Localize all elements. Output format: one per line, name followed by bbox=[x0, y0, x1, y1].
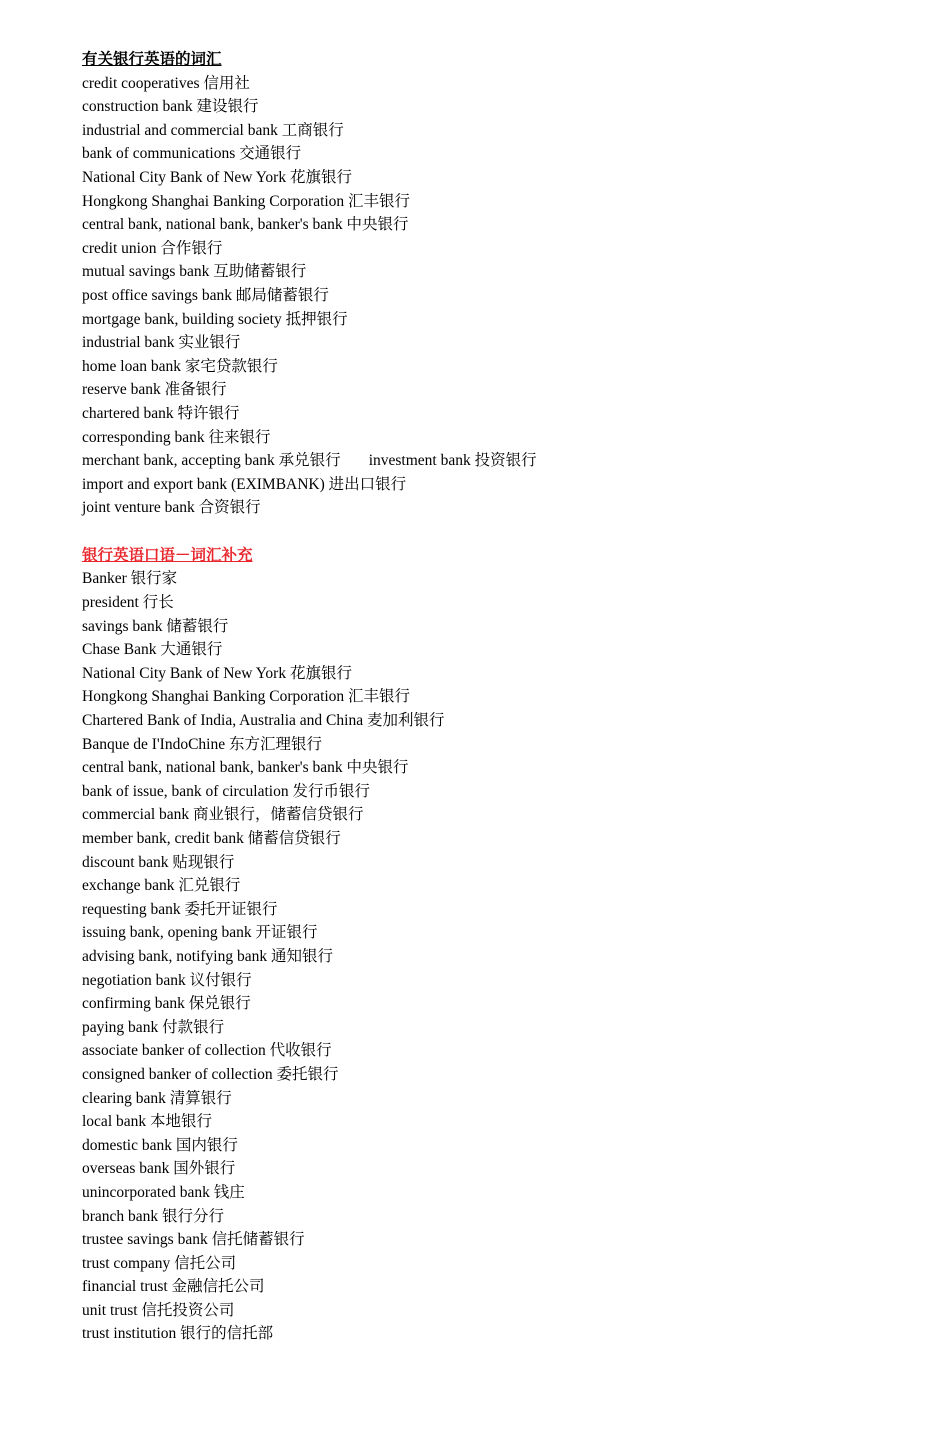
vocab-entry: bank of issue, bank of circulation 发行币银行 bbox=[82, 782, 370, 800]
section1-title: 有关银行英语的词汇 bbox=[82, 51, 222, 68]
vocab-entry: import and export bank (EXIMBANK) 进出口银行 bbox=[82, 475, 407, 493]
document-page bbox=[82, 48, 902, 1346]
section1-list bbox=[82, 72, 902, 450]
vocab-entry: consigned banker of collection 委托银行 bbox=[82, 1065, 339, 1083]
vocab-entry: Chartered Bank of India, Australia and China 麦加利银行 bbox=[82, 712, 445, 730]
vocab-entry: commercial bank 商业银行，储蓄信贷银行 bbox=[82, 806, 364, 824]
vocab-entry: president 行长 bbox=[82, 594, 174, 612]
vocab-entry: trust institution 银行的信托部 bbox=[82, 1325, 274, 1343]
vocab-entry: construction bank 建设银行 bbox=[82, 98, 259, 116]
vocab-entry: joint venture bank 合资银行 bbox=[82, 499, 261, 517]
vocab-entry: corresponding bank 往来银行 bbox=[82, 428, 271, 446]
vocab-entry: paying bank 付款银行 bbox=[82, 1018, 225, 1036]
vocab-entry: credit cooperatives 信用社 bbox=[82, 74, 250, 92]
vocab-entry: negotiation bank 议付银行 bbox=[82, 971, 252, 989]
vocab-entry: bank of communications 交通银行 bbox=[82, 145, 302, 163]
vocab-entry: trust company 信托公司 bbox=[82, 1254, 237, 1272]
vocab-entry: requesting bank 委托开证银行 bbox=[82, 900, 278, 918]
vocab-entry: post office savings bank 邮局储蓄银行 bbox=[82, 286, 329, 304]
vocab-entry: National City Bank of New York 花旗银行 bbox=[82, 168, 352, 186]
merchant-line bbox=[82, 449, 902, 473]
vocab-entry: home loan bank 家宅贷款银行 bbox=[82, 357, 278, 375]
vocab-entry: Banque de I'IndoChine 东方汇理银行 bbox=[82, 735, 322, 753]
investment-bank-term: investment bank 投资银行 bbox=[368, 452, 537, 470]
vocab-entry: mortgage bank, building society 抵押银行 bbox=[82, 310, 348, 328]
section2-list bbox=[82, 567, 902, 1346]
vocab-entry: central bank, national bank, banker's bank 中央银行 bbox=[82, 759, 409, 777]
vocab-entry: Banker 银行家 bbox=[82, 570, 178, 588]
vocab-entry: mutual savings bank 互助储蓄银行 bbox=[82, 263, 307, 281]
vocab-entry: advising bank, notifying bank 通知银行 bbox=[82, 947, 333, 965]
vocab-entry: local bank 本地银行 bbox=[82, 1113, 213, 1131]
vocab-entry: unincorporated bank 钱庄 bbox=[82, 1183, 245, 1201]
vocab-entry: overseas bank 国外银行 bbox=[82, 1160, 236, 1178]
vocab-entry: financial trust 金融信托公司 bbox=[82, 1278, 265, 1296]
vocab-entry: chartered bank 特许银行 bbox=[82, 404, 240, 422]
vocab-entry: industrial and commercial bank 工商银行 bbox=[82, 121, 344, 139]
vocab-entry: reserve bank 准备银行 bbox=[82, 381, 227, 399]
vocab-entry: credit union 合作银行 bbox=[82, 239, 223, 257]
vocab-entry: Hongkong Shanghai Banking Corporation 汇丰银行 bbox=[82, 192, 411, 210]
vocab-entry: Chase Bank 大通银行 bbox=[82, 641, 223, 659]
vocab-entry: domestic bank 国内银行 bbox=[82, 1136, 238, 1154]
vocab-entry: National City Bank of New York 花旗银行 bbox=[82, 664, 352, 682]
vocab-entry: branch bank 银行分行 bbox=[82, 1207, 225, 1225]
vocab-entry: industrial bank 实业银行 bbox=[82, 334, 241, 352]
section2-title: 银行英语口语－词汇补充 bbox=[82, 546, 253, 564]
vocab-entry: issuing bank, opening bank 开证银行 bbox=[82, 924, 318, 942]
section-gap bbox=[82, 520, 902, 544]
vocab-entry: clearing bank 清算银行 bbox=[82, 1089, 232, 1107]
vocab-entry: confirming bank 保兑银行 bbox=[82, 995, 251, 1013]
vocab-entry: savings bank 储蓄银行 bbox=[82, 617, 229, 635]
vocab-entry: discount bank 贴现银行 bbox=[82, 853, 235, 871]
vocab-entry: exchange bank 汇兑银行 bbox=[82, 877, 241, 895]
vocab-entry: unit trust 信托投资公司 bbox=[82, 1301, 235, 1319]
vocab-entry: member bank, credit bank 储蓄信贷银行 bbox=[82, 830, 341, 847]
merchant-bank-term: merchant bank, accepting bank 承兑银行 bbox=[82, 452, 341, 470]
vocab-entry: associate banker of collection 代收银行 bbox=[82, 1042, 332, 1060]
vocab-entry: Hongkong Shanghai Banking Corporation 汇丰银行 bbox=[82, 688, 411, 706]
vocab-entry: trustee savings bank 信托储蓄银行 bbox=[82, 1231, 305, 1249]
vocab-entry: central bank, national bank, banker's bank 中央银行 bbox=[82, 216, 409, 234]
section1-list-continued bbox=[82, 473, 902, 520]
